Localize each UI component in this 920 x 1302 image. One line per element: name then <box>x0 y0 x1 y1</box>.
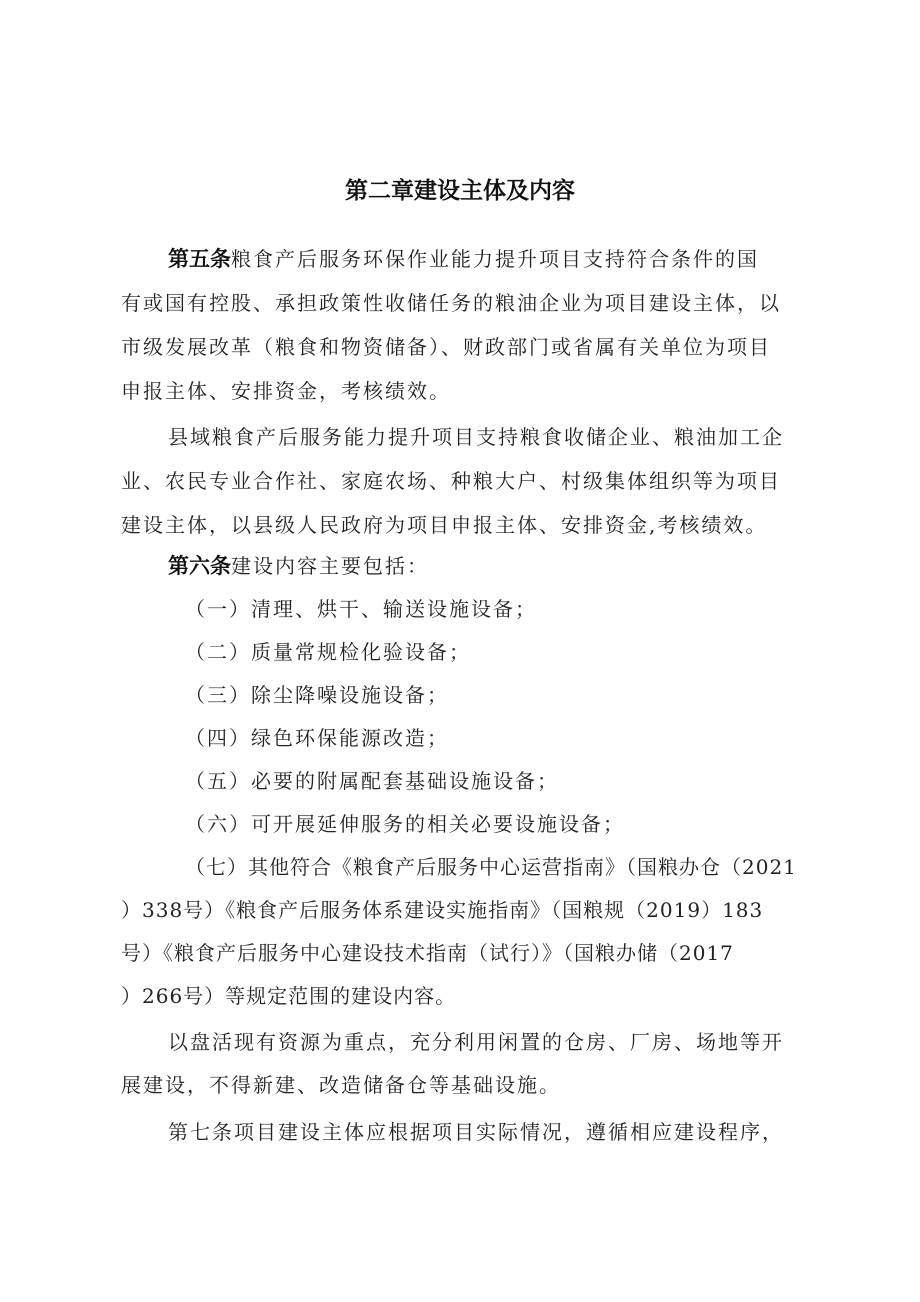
paragraph-2-line-3: 建设主体，以县级人民政府为项目申报主体、安排资金,考核绩效。 <box>121 513 768 537</box>
paragraph-2-line-1: 县域粮食产后服务能力提升项目支持粮食收储企业、粮油加工企 <box>168 425 784 449</box>
article-5-text-1: 粮食产后服务环保作业能力提升项目支持符合条件的国 <box>231 247 759 271</box>
article-5-line-4: 申报主体、安排资金，考核绩效。 <box>121 379 451 403</box>
list-item: （五）必要的附属配套基础设施设备； <box>185 769 559 793</box>
paragraph-2-line-2: 业、农民专业合作社、家庭农场、种粮大户、村级集体组织等为项目 <box>121 469 781 493</box>
list-item: （六）可开展延伸服务的相关必要设施设备； <box>185 812 625 836</box>
article-6-label: 第六条 <box>168 554 231 578</box>
article-6-text: 建设内容主要包括： <box>231 554 429 578</box>
article-5-line-1 <box>168 243 808 273</box>
list-item: （三）除尘降噪设施设备； <box>185 683 449 707</box>
list-item: （二）质量常规检化验设备； <box>185 640 471 664</box>
article-5-label: 第五条 <box>168 247 231 271</box>
paragraph-3-line-2: 展建设，不得新建、改造储备仓等基础设施。 <box>121 1073 561 1097</box>
item-7-line-2: ）338号）《粮食产后服务体系建设实施指南》（国粮规（2019）183 <box>121 898 764 922</box>
list-item: （一）清理、烘干、输送设施设备； <box>185 597 537 621</box>
article-5-line-3: 市级发展改革（粮食和物资储备）、财政部门或省属有关单位为项目 <box>121 335 771 359</box>
list-item: （四）绿色环保能源改造； <box>185 726 449 750</box>
item-7-line-1: （七）其他符合《粮食产后服务中心运营指南》（国粮办仓（2021 <box>185 855 797 879</box>
article-6-line <box>168 550 808 580</box>
item-7-line-3: 号）《粮食产后服务中心建设技术指南（试行）》（国粮办储（2017 <box>121 941 734 965</box>
article-5-line-2: 有或国有控股、承担政策性收储任务的粮油企业为项目建设主体，以 <box>121 291 781 315</box>
item-7-line-4: ）266号）等规定范围的建设内容。 <box>121 984 457 1008</box>
paragraph-3-line-1: 以盘活现有资源为重点，充分利用闲置的仓房、厂房、场地等开 <box>168 1030 784 1054</box>
article-7-line-1: 第七条项目建设主体应根据项目实际情况，遵循相应建设程序， <box>168 1120 784 1144</box>
chapter-title: 第二章建设主体及内容 <box>345 178 575 204</box>
